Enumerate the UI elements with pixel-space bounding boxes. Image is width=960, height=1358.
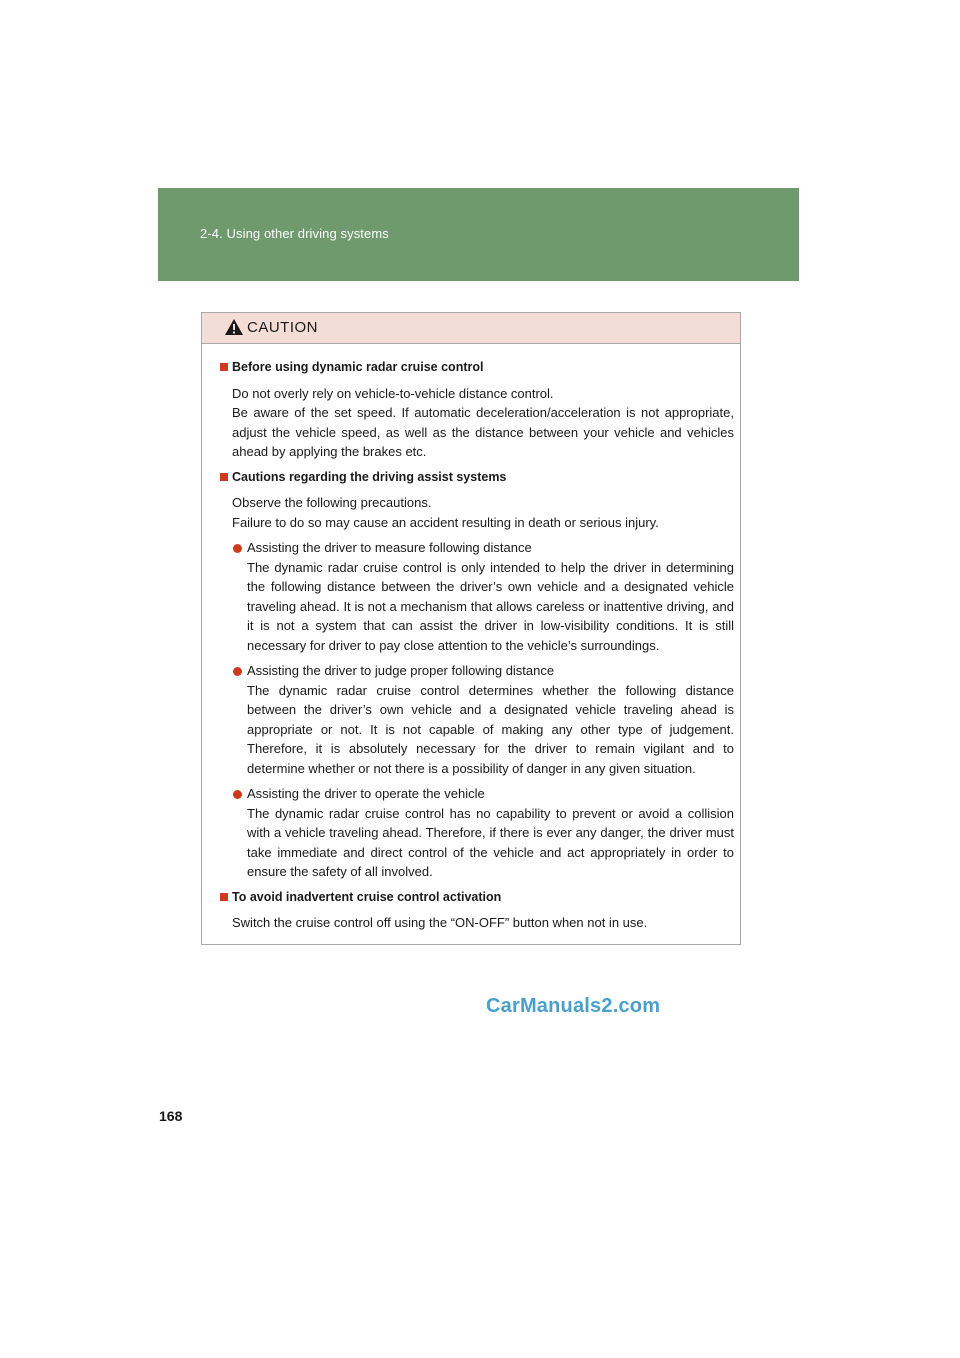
- section-header-band: [158, 188, 799, 281]
- watermark-link[interactable]: CarManuals2.com: [486, 995, 661, 1017]
- bullet-item: [232, 538, 734, 655]
- bullet-text: The dynamic radar cruise control has no capability to prevent or avoid a collision with a vehicle traveling ahead. Therefore, if there is ever any danger, the driver must take immediate and direct control of the vehicle and act appropriately in order to ensure the safety of all involved.: [247, 805, 734, 879]
- section-heading: To avoid inadvertent cruise control activation: [220, 888, 734, 908]
- bullet-title: Assisting the driver to operate the vehicle: [247, 786, 485, 801]
- bullet-text: The dynamic radar cruise control determines whether the following distance between the driver’s own vehicle and a designated vehicle traveling ahead is appropriate or not. It is not capable of making any other type of judgement. Therefore, it is absolutely necessary for the driver to remain vigilant and to determine whether or not there is a possibility of danger in any given situation.: [247, 682, 734, 776]
- caution-section: [220, 358, 734, 462]
- caution-header: [202, 313, 740, 344]
- round-bullet-icon: [233, 790, 242, 799]
- bullet-item: [232, 784, 734, 882]
- square-bullet-icon: [220, 893, 228, 901]
- section-paragraphs: [232, 913, 734, 933]
- paragraph: Do not overly rely on vehicle-to-vehicle distance control.: [232, 385, 554, 401]
- caution-section: [220, 468, 734, 882]
- section-heading: Cautions regarding the driving assist systems: [220, 468, 734, 488]
- caution-body: [202, 344, 740, 933]
- bullet-item: [232, 661, 734, 778]
- section-heading: Before using dynamic radar cruise control: [220, 358, 734, 378]
- paragraph: Failure to do so may cause an accident resulting in death or serious injury.: [232, 514, 659, 530]
- page-number: 168: [159, 1108, 183, 1124]
- warning-triangle-icon: [224, 318, 244, 336]
- bullet-text: The dynamic radar cruise control is only intended to help the driver in determining the following distance between the driver’s own vehicle and a designated vehicle traveling ahead. It is not a mechanism that allows careless or inattentive driving, and it is not a system that can assist the driver in low-visibility conditions. It is still necessary for driver to pay close attention to the vehicle’s surroundings.: [247, 559, 734, 653]
- paragraph: Observe the following precautions.: [232, 495, 432, 510]
- section-paragraphs: [232, 384, 734, 462]
- paragraph: Be aware of the set speed. If automatic deceleration/acceleration is not appropriate, adjust the vehicle speed, as well as the distance between your vehicle and vehicles ahead by applying the brakes etc.: [232, 405, 734, 459]
- section-paragraphs: [232, 493, 734, 532]
- round-bullet-icon: [233, 667, 242, 676]
- square-bullet-icon: [220, 473, 228, 481]
- round-bullet-icon: [233, 544, 242, 553]
- section-title: 2-4. Using other driving systems: [200, 226, 389, 241]
- bullet-title: Assisting the driver to measure following distance: [247, 540, 532, 555]
- square-bullet-icon: [220, 363, 228, 371]
- bullet-title: Assisting the driver to judge proper following distance: [247, 663, 555, 678]
- paragraph: Switch the cruise control off using the “ON-OFF” button when not in use.: [232, 915, 648, 930]
- caution-section: [220, 888, 734, 933]
- caution-label: CAUTION: [247, 319, 318, 336]
- caution-box: [201, 312, 741, 945]
